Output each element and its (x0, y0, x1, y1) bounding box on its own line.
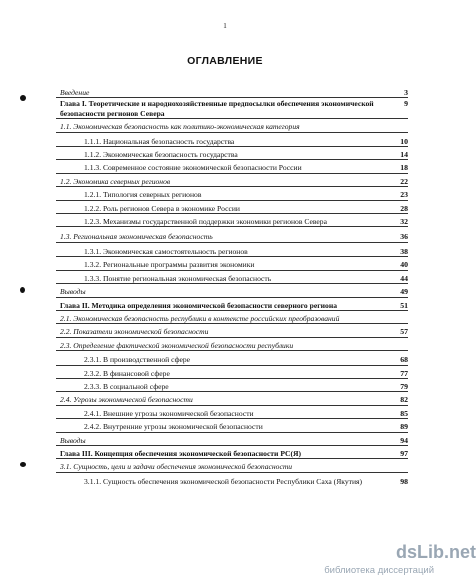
toc-entry-title: 2.4. Угрозы экономической безопасности (60, 395, 193, 405)
toc-entry-title: 2.4.2. Внутренние угрозы экономической безопасности (84, 422, 263, 432)
toc-entry-title: 2.3.3. В социальной сфере (84, 381, 169, 391)
toc-entry-title: 1.1. Экономическая безопасность как политико-экономическая категория (60, 122, 300, 132)
toc-entry-page: 51 (400, 300, 408, 310)
toc-entry (56, 462, 408, 472)
toc-entry-title: Глава I. Теоретические и народнохозяйственные предпосылки обеспечения экономической безопасности регионов Севера (60, 99, 374, 118)
page-number: 1 (223, 22, 227, 30)
toc-entry-title: 2.3.2. В финансовой сфере (84, 368, 170, 378)
toc-entry (56, 395, 408, 405)
toc-entry-page: 85 (400, 408, 408, 418)
toc-entry-title: 2.3.1. В производственной сфере (84, 355, 191, 365)
toc-entry-title: 1.2.1. Типология северных регионов (84, 190, 202, 200)
toc-entry (56, 217, 408, 227)
toc-entry-page: 82 (400, 395, 408, 405)
toc-entry-page: 38 (400, 246, 408, 256)
toc-entry (56, 137, 408, 147)
watermark (396, 540, 476, 566)
toc-entry-page: 49 (400, 287, 408, 297)
toc-entry-title: 1.3. Региональная экономическая безопасность (60, 232, 213, 242)
toc-entry-title: 2.1. Экономическая безопасность республики в контексте российских преобразований (60, 313, 340, 323)
toc-entry-page: 3 (404, 88, 408, 97)
toc-entry-title: Глава III. Концепция обеспечения экономической безопасности РС(Я) (60, 448, 302, 458)
toc-entry-page: 79 (400, 381, 408, 391)
toc-entry-title: 1.3.2. Региональные программы развития экономики (84, 260, 255, 270)
toc-entry-title: 1.1.2. Экономическая безопасность государства (84, 150, 238, 160)
toc-entry (56, 247, 408, 257)
toc-entry (56, 341, 408, 351)
toc-entry (56, 436, 408, 446)
toc-entry-title: 3.1. Сущность, цели и задачи обеспечения экономической безопасности (60, 462, 293, 472)
toc-entry (56, 409, 408, 419)
toc-entry-page: 97 (400, 448, 408, 458)
toc-entry (56, 327, 408, 337)
toc-entry (56, 449, 408, 459)
toc-entry-title: 3.1.1. Сущность обеспечения экономической безопасности Республики Саха (Якутия) (84, 476, 363, 486)
toc-entry-page: 36 (400, 232, 408, 242)
toc-entry (56, 99, 408, 119)
toc-entry (56, 382, 408, 392)
toc-entry-page: 22 (400, 176, 408, 186)
margin-mark (20, 95, 26, 101)
margin-mark (20, 287, 25, 293)
toc-entry (56, 314, 408, 324)
toc-entry (56, 122, 408, 132)
toc-entry-page: 68 (400, 355, 408, 365)
toc-entry (56, 301, 408, 311)
toc-entry (56, 88, 408, 98)
toc-entry (56, 150, 408, 160)
toc-entry-title: 1.1.3. Современное состояние экономической безопасности России (84, 163, 302, 173)
toc-entry (56, 163, 408, 173)
toc-entry-page: 98 (400, 476, 408, 486)
toc-entry-title: 2.4.1. Внешние угрозы экономической безопасности (84, 408, 254, 418)
toc-entry-page: 9 (404, 99, 408, 109)
toc-entry-page: 18 (400, 163, 408, 173)
toc-entry-title: Выводы (60, 435, 86, 445)
toc-entry-title: 2.3. Определение фактической экономической безопасности республики (60, 340, 294, 350)
toc-entry-page: 10 (400, 136, 408, 146)
toc-entry-title: Глава II. Методика определения экономической безопасности северного региона (60, 300, 338, 310)
toc-entry-title: 1.3.3. Понятие региональная экономическая безопасность (84, 273, 272, 283)
toc-entry-title: 2.2. Показатели экономической безопасности (60, 327, 209, 337)
toc-entry (56, 422, 408, 432)
toc-entry (56, 177, 408, 187)
toc-entry-page: 89 (400, 422, 408, 432)
toc-entry-page: 28 (400, 203, 408, 213)
watermark-brand: dsLib.net (396, 542, 476, 562)
toc-entry (56, 274, 408, 284)
toc-entry-title: 1.2.2. Роль регионов Севера в экономике России (84, 203, 240, 213)
toc-entry-title: 1.2. Экономика северных регионов (60, 176, 171, 186)
toc-entry (56, 477, 408, 486)
table-of-contents (56, 88, 408, 486)
toc-title: ОГЛАВЛЕНИЕ (187, 55, 263, 67)
watermark-logo (396, 542, 476, 564)
toc-entry-page: 94 (400, 435, 408, 445)
toc-entry-title: 1.3.1. Экономическая самостоятельность регионов (84, 246, 248, 256)
toc-entry (56, 369, 408, 379)
toc-entry-title: Введение (60, 88, 90, 97)
toc-entry-page: 77 (400, 368, 408, 378)
toc-entry-page: 14 (400, 150, 408, 160)
margin-mark (20, 462, 26, 467)
toc-entry (56, 260, 408, 270)
toc-entry-page: 44 (400, 273, 408, 283)
toc-entry-page: 57 (400, 327, 408, 337)
toc-entry-page: 40 (400, 260, 408, 270)
watermark-caption: библиотека диссертаций (324, 565, 434, 576)
toc-entry (56, 204, 408, 214)
toc-entry (56, 287, 408, 297)
toc-entry (56, 355, 408, 365)
toc-entry-title: 1.2.3. Механизмы государственной поддержки экономики регионов Севера (84, 217, 327, 227)
toc-entry (56, 190, 408, 200)
toc-entry-page: 32 (400, 217, 408, 227)
toc-entry-title: Выводы (60, 287, 86, 297)
toc-entry-page: 23 (400, 190, 408, 200)
toc-entry (56, 232, 408, 242)
toc-entry-title: 1.1.1. Национальная безопасность государства (84, 136, 235, 146)
